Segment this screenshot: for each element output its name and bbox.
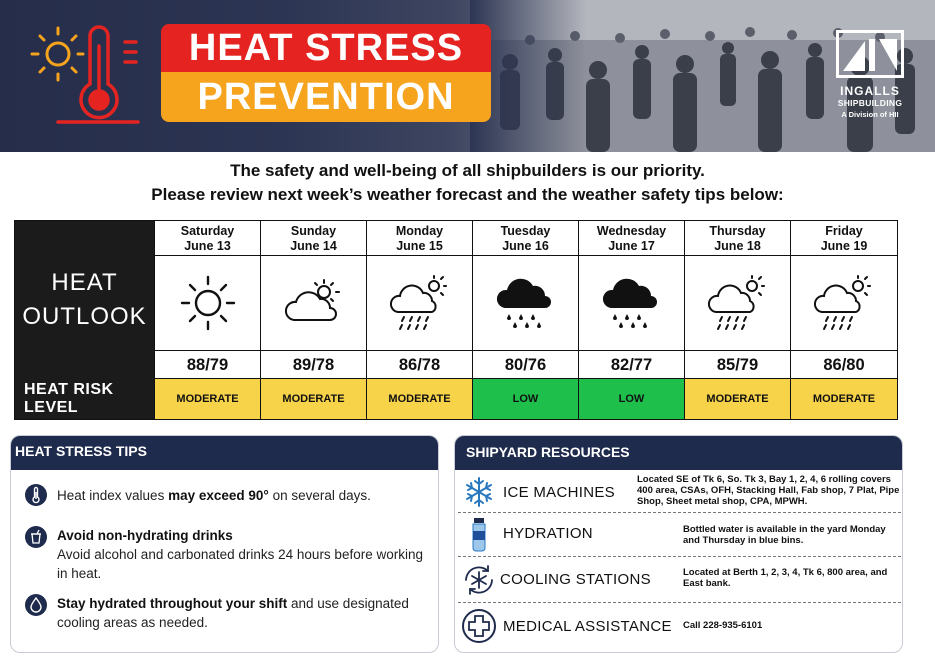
ingalls-logo-mark (836, 30, 904, 78)
resource-hydration (455, 514, 903, 558)
day-risk-level: MODERATE (155, 379, 260, 419)
heat-outlook-table (14, 220, 898, 420)
resource-name: MEDICAL ASSISTANCE (503, 618, 672, 635)
day-header (473, 221, 578, 256)
day-header (155, 221, 260, 256)
day-header (579, 221, 684, 256)
day-header (791, 221, 897, 256)
cooling-icon (461, 562, 497, 598)
day-risk-level: MODERATE (261, 379, 366, 419)
day-temperature: 86/80 (791, 351, 897, 379)
day-risk-level: LOW (579, 379, 684, 419)
resource-name: COOLING STATIONS (500, 571, 651, 588)
cup-icon (25, 526, 47, 548)
day-weather (579, 256, 684, 351)
heat-risk-label-line2: LEVEL (24, 399, 79, 416)
logo-subtitle: SHIPBUILDING (837, 98, 903, 108)
heat-outlook-heading-line1: HEAT (51, 269, 118, 296)
resource-cooling-stations (455, 558, 903, 602)
day-column-thursday (684, 221, 790, 419)
tip1-bold: may exceed 90° (168, 488, 269, 503)
day-date: June 19 (820, 239, 868, 253)
day-name: Sunday (290, 224, 337, 238)
snowflake-icon (461, 474, 497, 510)
separator (458, 602, 901, 603)
day-name: Wednesday (596, 224, 667, 238)
resource-detail: Call 228-935-6101 (683, 620, 763, 631)
title-heat-stress: HEAT STRESS (161, 24, 491, 72)
thermometer-sun-icon (28, 16, 146, 134)
separator (458, 556, 901, 557)
day-column-tuesday (472, 221, 578, 419)
partly-cloudy-icon (282, 278, 346, 328)
day-header (261, 221, 366, 256)
sun-icon (178, 273, 238, 333)
rain-cloud-icon (495, 274, 557, 332)
separator (458, 512, 901, 513)
day-risk-level: MODERATE (685, 379, 790, 419)
day-column-wednesday (578, 221, 684, 419)
day-name: Friday (825, 224, 863, 238)
header-banner (0, 0, 935, 152)
day-column-friday (790, 221, 897, 419)
tip1-pre: Heat index values (57, 488, 169, 503)
day-name: Saturday (180, 224, 235, 238)
day-risk-level: LOW (473, 379, 578, 419)
day-risk-level: MODERATE (367, 379, 472, 419)
thermometer-icon (25, 484, 47, 506)
day-header (685, 221, 790, 256)
resource-ice-machines (455, 470, 903, 514)
day-column-sunday (260, 221, 366, 419)
day-temperature: 82/77 (579, 351, 684, 379)
day-name: Tuesday (500, 224, 551, 238)
tip2-title: Avoid non-hydrating drinks (57, 528, 233, 543)
day-temperature: 86/78 (367, 351, 472, 379)
resource-medical-assistance (455, 604, 903, 648)
tip3-post: and use designated cooling areas as needed. (57, 596, 409, 630)
water-bottle-icon (461, 516, 497, 552)
heat-stress-tips-panel (10, 435, 439, 653)
logo-name: INGALLS (840, 84, 900, 98)
day-date: June 17 (608, 239, 655, 253)
sun-rain-icon (388, 274, 452, 332)
day-weather (261, 256, 366, 351)
day-name: Monday (395, 224, 444, 238)
day-weather (473, 256, 578, 351)
day-date: June 14 (290, 239, 337, 253)
resource-detail: Located at Berth 1, 2, 3, 4, Tk 6, 800 area, and East bank. (683, 567, 888, 589)
day-risk-level: MODERATE (791, 379, 897, 419)
sun-rain-icon (706, 274, 770, 332)
day-date: June 16 (502, 239, 549, 253)
title-prevention: PREVENTION (161, 72, 491, 122)
rain-cloud-icon (601, 274, 663, 332)
heat-outlook-heading-line2: OUTLOOK (22, 303, 147, 330)
heat-risk-label-line1: HEAT RISK (24, 381, 114, 398)
resource-detail: Located SE of Tk 6, So. Tk 3, Bay 1, 2, 4, 6 rolling covers 400 area, CSAs, OFH, Stacking Hall, Fab shop, 7 Plat, Pipe Shop, Sheet metal shop, CPA, MPWH. (637, 474, 900, 507)
day-temperature: 85/79 (685, 351, 790, 379)
tips-heading: HEAT STRESS TIPS (11, 436, 438, 470)
day-column-monday (366, 221, 472, 419)
day-name: Thursday (709, 224, 766, 238)
resource-name: HYDRATION (503, 525, 593, 542)
day-date: June 18 (714, 239, 761, 253)
tip2-body: Avoid alcohol and carbonated drinks 24 hours before working in heat. (57, 547, 423, 581)
day-temperature: 80/76 (473, 351, 578, 379)
day-date: June 15 (396, 239, 443, 253)
day-weather (155, 256, 260, 351)
day-column-saturday (154, 221, 260, 419)
intro-line-2: Please review next week’s weather forecast and the weather safety tips below: (151, 185, 784, 204)
sun-rain-icon (812, 274, 876, 332)
resource-detail: Bottled water is available in the yard Monday and Thursday in blue bins. (683, 524, 886, 546)
day-temperature: 89/78 (261, 351, 366, 379)
day-temperature: 88/79 (155, 351, 260, 379)
heat-risk-level-label (15, 379, 154, 419)
intro-line-1: The safety and well-being of all shipbuilders is our priority. (230, 161, 705, 180)
day-date: June 13 (184, 239, 231, 253)
tip3-bold: Stay hydrated throughout your shift (57, 596, 288, 611)
water-drop-icon (25, 594, 47, 616)
shipyard-resources-panel (454, 435, 903, 653)
medical-cross-icon (461, 608, 497, 644)
logo-division: A Division of HII (841, 110, 899, 119)
resources-heading: SHIPYARD RESOURCES (455, 436, 902, 470)
tip1-post: on several days. (268, 488, 371, 503)
day-header (367, 221, 472, 256)
resource-name: ICE MACHINES (503, 484, 615, 501)
heat-outlook-heading (15, 221, 154, 379)
day-weather (685, 256, 790, 351)
day-weather (367, 256, 472, 351)
day-weather (791, 256, 897, 351)
